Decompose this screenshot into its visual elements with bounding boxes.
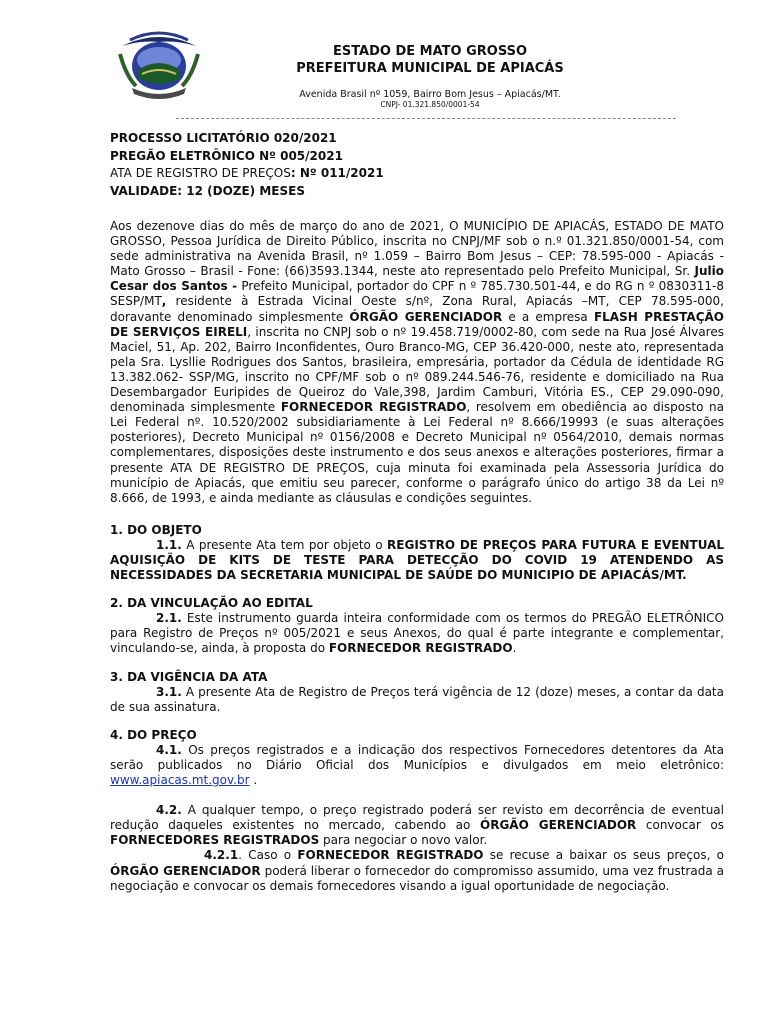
- municipal-coat-of-arms-icon: [116, 26, 202, 104]
- clause-text: . Caso o: [238, 848, 298, 863]
- clause-text: A qualquer tempo, o preço registrado poderá ser revisto em decorrência de eventual redução daqueles existentes no mercado, cabendo ao: [110, 803, 724, 833]
- ata-label: ATA DE REGISTRO DE PREÇOS: [110, 166, 291, 180]
- intro-text-3: residente à Estrada Vicinal Oeste s/nº, Zona Rural, Apiacás –MT, CEP 78.595-000, doravante denominado simplesmente: [110, 294, 724, 324]
- section-4-1: [110, 743, 724, 788]
- intro-text-6: , resolvem em obediência ao disposto na Lei Federal nº. 10.520/2002 subsidiariamente à Lei Federal nº 8.666/19993 (e suas alterações posteriores), Decreto Municipal nº 0156/2008 e Decreto Municipal nº 0564/2010, demais normas complementares, disposições deste instrumento e dos seus anexos e alterações posteriores, firmar a presente ATA DE REGISTRO DE PREÇOS, cuja minuta foi examinada pela Assessoria Jurídica do município de Apiacás, que emitiu seu parecer, conforme o parágrafo único do artigo 38 da Lei nº 8.666, de 1993, e ainda mediante as cláusulas e condições seguintes.: [110, 400, 725, 505]
- header-state: ESTADO DE MATO GROSSO: [332, 44, 528, 59]
- section-1-1: [110, 538, 724, 583]
- clause-number: 1.1.: [156, 537, 182, 552]
- clause-number: 3.1.: [156, 684, 182, 699]
- intro-text-1: Aos dezenove dias do mês de março do ano de 2021, O MUNICÍPIO DE APIACÁS, ESTADO DE MATO GROSSO, Pessoa Jurídica de Direito Público, inscrita no CNPJ/MF sob o n.º 01.321.850/0001-54, com sede administrativa na Avenida Brasil, nº 1.059 – Bairro Bom Jesus – CEP: 78.595-000 - Apiacás - Mato Grosso – Brasil - Fone: (66)3593.1344, neste ato representado pelo Prefeito Municipal, Sr.: [110, 219, 724, 279]
- section-2-1: [110, 611, 724, 656]
- intro-bold-2: ,: [161, 294, 167, 309]
- clause-text-2: convocar os: [636, 818, 724, 833]
- clause-text: Este instrumento guarda inteira conformidade com os termos do PREGÃO ELETRÔNICO para Registro de Preços nº 005/2021 e seus Anexos, do qual é parte integrante e complementar, vinculando-se, ainda, à proposta do: [110, 611, 724, 656]
- header-cnpj: CNPJ- 01.321.850/0001-54: [380, 100, 480, 109]
- clause-text: A presente Ata tem por objeto o: [181, 537, 388, 552]
- intro-text-2: Prefeito Municipal, portador do CPF n º 785.730.501-44, e do RG n º 0830311-8 SESP/MT: [110, 279, 725, 309]
- intro-text-5: , inscrita no CNPJ sob o nº 19.458.719/0002-80, com sede na Rua José Álvares Maciel, 51, Ap. 202, Bairro Inconfidentes, Ouro Branco-MG, CEP 36.420-000, neste ato, representada pela Sra. Lysllie Rodrigues dos Santos, brasileira, empresária, portador da Cédula de identidade RG 13.382.062- SSP/MG, inscrito no CPF/MF sob o nº 089.244.546-76, residente e domiciliado na Rua Desembargador Euripides de Queiroz do Vale,398, Jardim Camburi, Vitória ES., CEP 29.090-090, denominada simplesmente: [110, 324, 724, 415]
- pregao-number: PREGÃO ELETRÔNICO Nº 005/2021: [110, 148, 343, 163]
- section-1-heading: 1. DO OBJETO: [110, 522, 202, 537]
- section-3-1: [110, 685, 724, 715]
- clause-bold-2: FORNECEDORES REGISTRADOS: [110, 833, 320, 848]
- clause-number: 4.2.: [156, 803, 182, 818]
- clause-number: 2.1.: [156, 611, 182, 626]
- intro-bold-1: Julio Cesar dos Santos -: [110, 264, 724, 294]
- clause-bold: REGISTRO DE PREÇOS PARA FUTURA E EVENTUAL AQUISIÇÃO DE KITS DE TESTE PARA DETECÇÃO DO COVID 19 ATENDENDO AS NECESSIDADES DA SECRETARIA MUNICIPAL DE SAÚDE DO MUNICIPIO DE APIACÁS/MT.: [110, 537, 724, 583]
- clause-text: A presente Ata de Registro de Preços terá vigência de 12 (doze) meses, a contar da data de sua assinatura.: [110, 684, 724, 714]
- clause-text-3: poderá liberar o fornecedor do compromisso assumido, uma vez frustrada a negociação e convocar os demais fornecedores visando a igual oportunidade de negociação.: [110, 863, 724, 893]
- section-4-2: [110, 803, 724, 848]
- header-address: Avenida Brasil nº 1059, Bairro Bom Jesus – Apiacás/MT.: [299, 89, 561, 100]
- clause-bold: FORNECEDOR REGISTRADO: [328, 641, 513, 656]
- website-link[interactable]: www.apiacas.mt.gov.br: [110, 773, 250, 788]
- intro-text-4: e a empresa: [502, 309, 594, 324]
- section-4-heading: 4. DO PREÇO: [110, 727, 197, 742]
- ata-number: [110, 165, 724, 183]
- clause-text-2: se recuse a baixar os seus preços, o: [483, 848, 724, 863]
- clause-bold: ÓRGÃO GERENCIADOR: [480, 818, 637, 833]
- process-block: [110, 130, 724, 200]
- clause-number: 4.1.: [156, 742, 182, 757]
- intro-bold-4: FLASH PRESTAÇÃO DE SERVIÇOS EIRELI: [110, 309, 724, 339]
- clause-bold: FORNECEDOR REGISTRADO: [297, 848, 484, 863]
- clause-text: Os preços registrados e a indicação dos respectivos Fornecedores detentores da Ata serão publicados no Diário Oficial dos Municípios e divulgados em meio eletrônico:: [110, 742, 724, 772]
- section-2-heading: 2. DA VINCULAÇÃO AO EDITAL: [110, 596, 313, 611]
- intro-paragraph: [110, 219, 724, 506]
- clause-bold-2: ÓRGÃO GERENCIADOR: [110, 863, 261, 878]
- ata-value: : Nº 011/2021: [290, 166, 384, 180]
- header-divider: [176, 118, 676, 119]
- intro-bold-3: ÓRGÃO GERENCIADOR: [349, 309, 503, 324]
- validity: VALIDADE: 12 (DOZE) MESES: [110, 183, 305, 198]
- clause-text-end: .: [512, 641, 517, 656]
- header-prefecture: PREFEITURA MUNICIPAL DE APIACÁS: [296, 61, 564, 76]
- document-body: [110, 130, 724, 894]
- section-3-heading: 3. DA VIGÊNCIA DA ATA: [110, 669, 268, 684]
- intro-bold-5: FORNECEDOR REGISTRADO: [280, 400, 467, 415]
- clause-text-end: .: [249, 773, 258, 788]
- section-4-2-1: [110, 848, 724, 893]
- clause-number: 4.2.1: [204, 848, 239, 863]
- clause-text-3: para negociar o novo valor.: [319, 833, 488, 848]
- process-number: PROCESSO LICITATÓRIO 020/2021: [110, 131, 337, 145]
